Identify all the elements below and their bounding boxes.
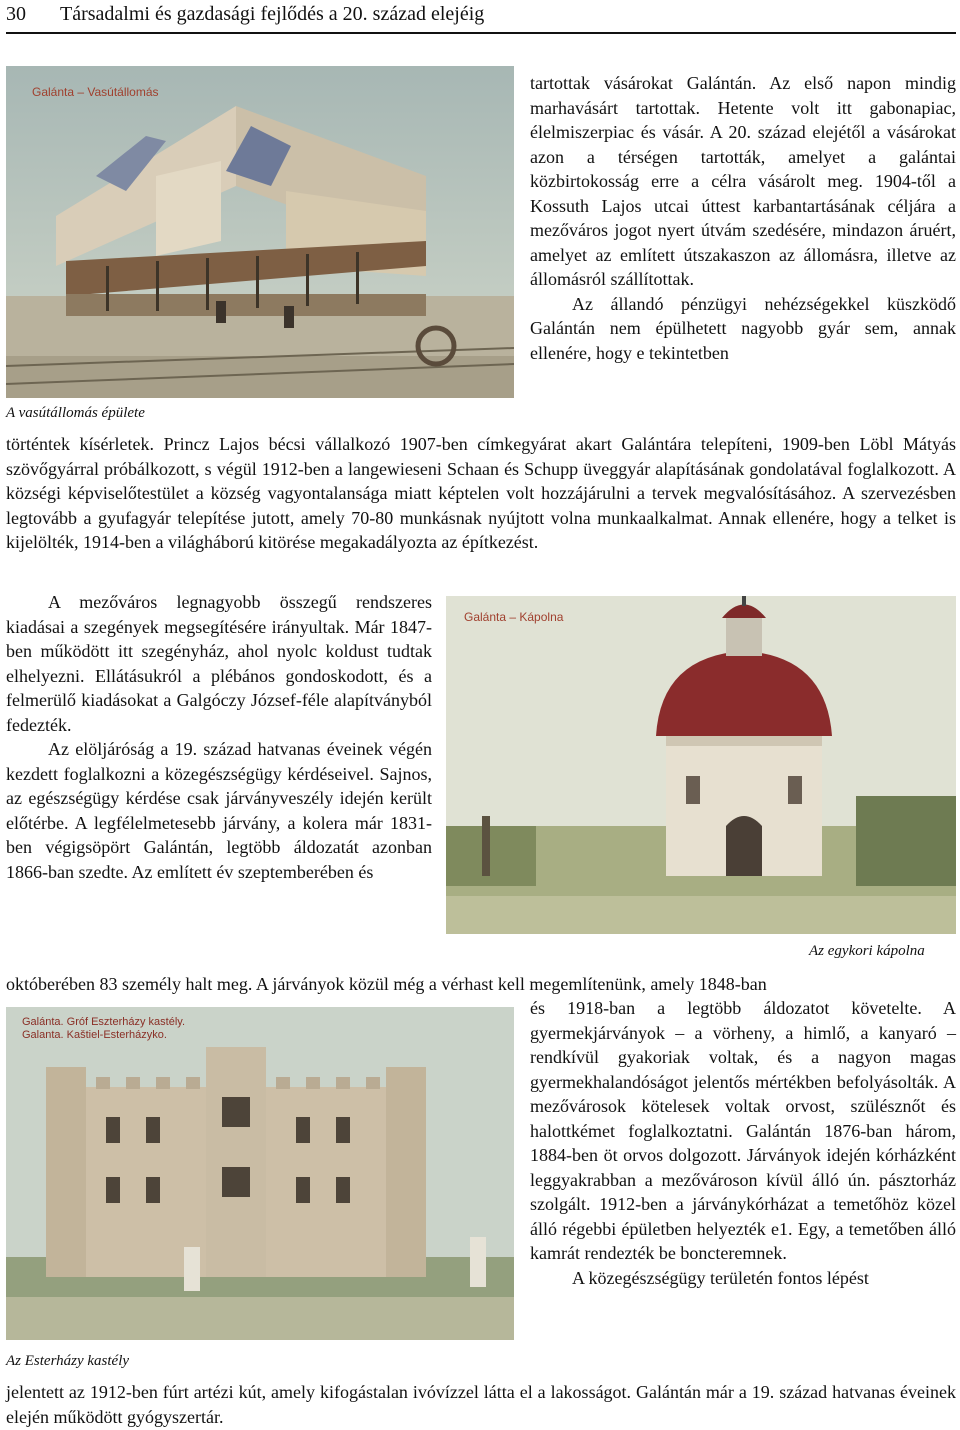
paragraph: történtek kísérletek. Princz Lajos bécsi vállalkozó 1907-ben címkegyárat akart Galántára telepíteni, 1909-ben Löbl Mátyás szövőgyárral próbálkozott, s végül 1912-ben a langewieseni Schaan és Schupp üveggyár alapításának gondolatával foglalkozott. A községi képviselőtestület a község vagyontalansága miatt képtelen volt hozzájárulni a tervek megvalósításához. A szervezésben legtovább a gyufagyár telepítése jutott, amely 70-80 munkásnak nyújtott volna munkaalkalmat. Annak ellenére, hogy a telket is kijelölték, 1914-ben a világháború kitörése megakadályozta az építkezést.	[6, 434, 956, 552]
station-photo	[6, 66, 514, 398]
full-width-text-1	[6, 432, 956, 555]
paragraph: A közegészségügy területén fontos lépést	[572, 1267, 869, 1288]
castle-photo	[6, 1007, 514, 1340]
chapel-photo	[446, 596, 956, 934]
castle-postcard-label-2: Galanta. Kaštiel-Esterházyko.	[22, 1029, 167, 1041]
castle-illustration	[6, 1007, 514, 1340]
paragraph: Az állandó pénzügyi nehézségekkel küszködő Galántán nem épülhetett nagyobb gyár sem, annak ellenére, hogy e tekintetben	[530, 293, 956, 363]
paragraph: Az elöljáróság a 19. század hatvanas éveinek végén kezdett foglalkozni a közegészségügy kérdéseivel. Sajnos, az egészségügy kérdése csak járványveszély idején került előtérbe. A legfélelmetesebb járvány, a kolera már 1831-ben végigsöpört Galántán, legtöbb áldozatát azonban 1866-ban szedte. Az említett év szeptemberében és	[6, 739, 432, 882]
paragraph: jelentett az 1912-ben fúrt artézi kút, amely kifogástalan ivóvízzel látta el a lakosságot. Galántán már a 19. század hatvanas éveinek elején működött gyógyszertár.	[6, 1382, 956, 1427]
castle-postcard-label-1: Galánta. Gróf Eszterházy kastély.	[22, 1016, 186, 1028]
castle-caption: Az Esterházy kastély	[6, 1353, 130, 1369]
column-text-3	[530, 996, 956, 1290]
chapel-postcard-label: Galánta – Kápolna	[464, 610, 564, 624]
station-caption: A vasútállomás épülete	[6, 405, 145, 421]
page-number: 30	[6, 3, 26, 25]
page-header	[0, 0, 960, 34]
chapel-caption: Az egykori kápolna	[809, 943, 925, 959]
running-title: Társadalmi és gazdasági fejlődés a 20. század elejéig	[60, 3, 485, 25]
paragraph: és 1918-ban a legtöbb áldozatot követelte. A gyermekjárványok – a vörheny, a himlő, a kanyaró – rendkívül gyakoriak voltak, és a nagyon magas gyermekhalandóságot jelentős mértékben befolyásolták. A mezővárosok kötelesek voltak orvost, szülésznőt és halottkémet foglalkoztatni. Galántán 1876-ban három, 1884-ben öt orvos dolgozott. Járványok idején kórházként leggyakrabban a mezővároson kívül álló ún. pásztorház szolgált. 1912-ben a járványkórházat a temetőhöz közel álló régebbi épületben helyezték e1. Egy, a temetőben álló kamrát rendezték be boncteremnek.	[530, 998, 956, 1263]
chapel-illustration	[446, 596, 956, 934]
full-width-text-2	[6, 972, 956, 997]
header-rule	[6, 32, 956, 34]
station-postcard-label: Galánta – Vasútállomás	[32, 85, 159, 99]
column-text-1	[530, 71, 956, 365]
full-width-text-3	[6, 1380, 956, 1429]
paragraph: tartottak vásárokat Galántán. Az első napon mindig marhavásárt tartottak. Hetente volt itt gabonapiac, élelmiszerpiac és vásár. A 20. század elejétől a vásárokat azon a térségen tartották, amelyet a galántai közbirtokosság erre a célra vásárolt meg. 1904-től a Kossuth Lajos utcai úttest karbantartásának céljára a mezőváros jogot nyert útvám szedésére, mindazon áruért, amelyet az említett útszakaszon az állomásra, illetve az állomásról szállítottak.	[530, 73, 956, 289]
column-text-2	[6, 590, 432, 884]
station-illustration	[6, 66, 514, 398]
paragraph: A mezőváros legnagyobb összegű rendszeres kiadásai a szegények megsegítésére irányultak. Már 1847-ben működött itt szegényház, ahol nyolc koldust tudtak elhelyezni. Ellátásukról a plébános gondoskodott, és a felmerülő kiadásokat a Galgóczy József-féle alapítványból fedezték.	[6, 592, 432, 735]
paragraph: októberében 83 személy halt meg. A járványok közül még a vérhast kell megemlítenünk, amely 1848-ban	[6, 974, 767, 994]
